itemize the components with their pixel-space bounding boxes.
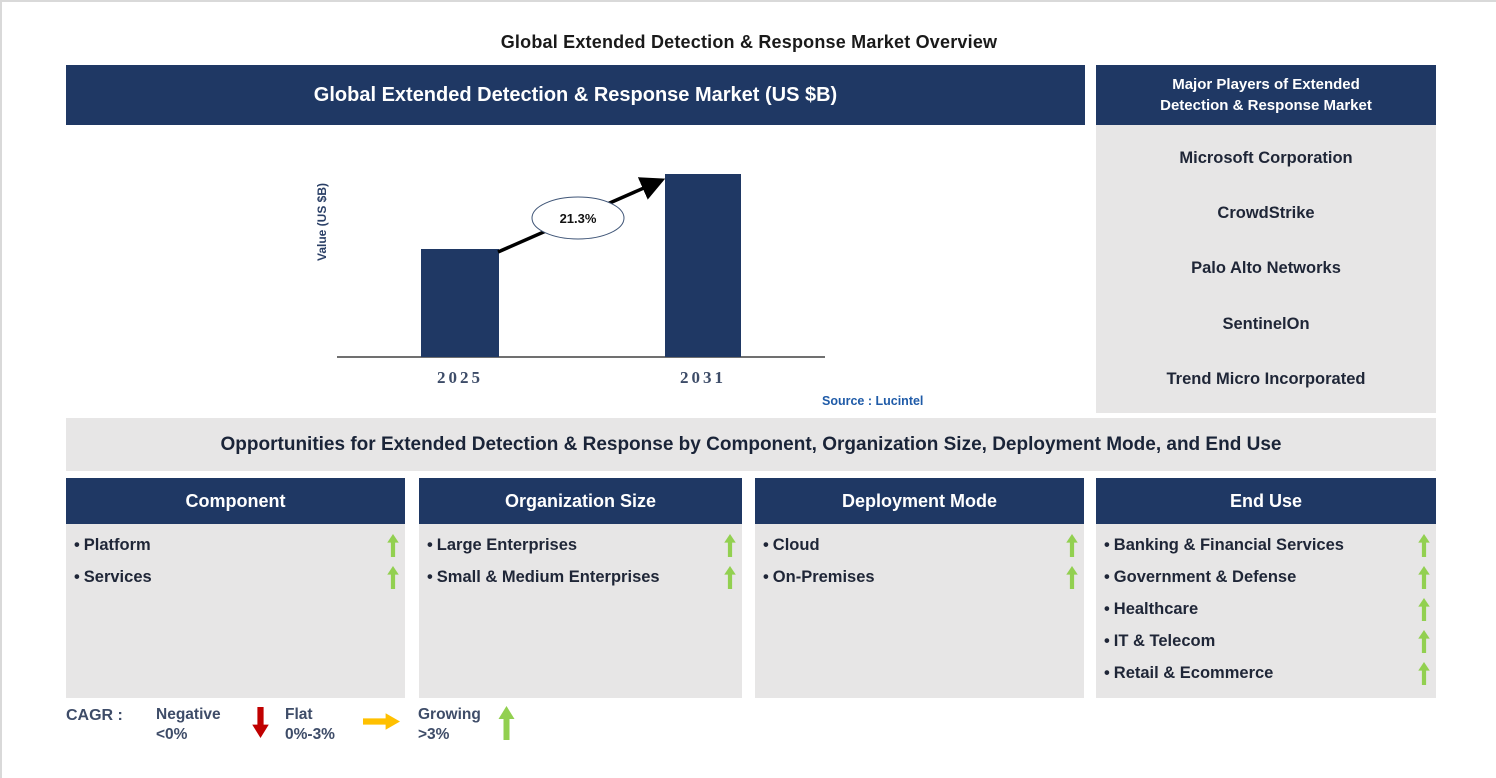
major-players-list [1096, 125, 1436, 413]
bullet-icon: • [74, 567, 80, 586]
column-end-use-body [1096, 524, 1436, 698]
growing-up-arrow-icon [1418, 566, 1430, 589]
column-end-use [1096, 478, 1436, 698]
column-component [66, 478, 405, 698]
cagr-legend [66, 705, 515, 745]
list-item [1104, 529, 1430, 561]
list-item [763, 529, 1078, 561]
column-end-use-header: End Use [1096, 478, 1436, 524]
item-label: IT & Telecom [1113, 631, 1216, 650]
player-item: CrowdStrike [1217, 204, 1315, 223]
growing-up-arrow-icon [1418, 598, 1430, 621]
column-organization-size-header: Organization Size [419, 478, 742, 524]
source-note: Source : Lucintel [822, 394, 924, 408]
list-item [1104, 593, 1430, 625]
item-label: Small & Medium Enterprises [436, 567, 660, 586]
cagr-value-label: 21.3% [559, 211, 597, 226]
growing-up-arrow-icon [387, 566, 399, 589]
list-item [74, 529, 399, 561]
item-label: Retail & Ecommerce [1113, 663, 1274, 682]
player-item: Microsoft Corporation [1179, 149, 1353, 168]
item-label: Services [83, 567, 152, 586]
major-players-header-line2: Detection & Response Market [1160, 97, 1372, 114]
bullet-icon: • [74, 535, 80, 554]
item-label: Healthcare [1113, 599, 1199, 618]
list-item [1104, 625, 1430, 657]
negative-down-arrow-icon [252, 707, 269, 738]
legend-item-flat [285, 705, 363, 745]
major-players-panel [1096, 65, 1436, 413]
column-component-header: Component [66, 478, 405, 524]
list-item [427, 561, 736, 593]
growing-up-arrow-icon [1066, 566, 1078, 589]
column-deployment-mode-body [755, 524, 1084, 698]
x-tick-2031: 2031 [680, 368, 726, 387]
growing-up-arrow-icon [1066, 534, 1078, 557]
cagr-bar-chart [66, 125, 1085, 412]
y-axis-label: Value (US $B) [315, 182, 329, 262]
legend-range: >3% [418, 726, 450, 743]
column-deployment-mode [755, 478, 1084, 698]
bullet-icon: • [1104, 535, 1110, 554]
growing-up-arrow-icon [387, 534, 399, 557]
major-players-header-line1: Major Players of Extended [1172, 76, 1360, 93]
bullet-icon: • [1104, 663, 1110, 682]
opportunities-band [66, 418, 1436, 471]
bar-2025 [421, 249, 499, 357]
item-label: Banking & Financial Services [1113, 535, 1344, 554]
legend-label: Growing [418, 706, 481, 723]
legend-label: Flat [285, 706, 313, 723]
column-organization-size [419, 478, 742, 698]
column-deployment-mode-header: Deployment Mode [755, 478, 1084, 524]
major-players-header [1096, 65, 1436, 125]
growing-up-arrow-icon [1418, 662, 1430, 685]
bullet-icon: • [1104, 599, 1110, 618]
list-item [763, 561, 1078, 593]
bullet-icon: • [427, 535, 433, 554]
growing-up-arrow-icon [1418, 630, 1430, 653]
bullet-icon: • [763, 535, 769, 554]
growing-up-arrow-icon [724, 534, 736, 557]
list-item [1104, 561, 1430, 593]
list-item [427, 529, 736, 561]
growing-up-arrow-icon [724, 566, 736, 589]
item-label: Large Enterprises [436, 535, 578, 554]
x-tick-2025: 2025 [437, 368, 483, 387]
legend-range: <0% [156, 726, 188, 743]
player-item: Palo Alto Networks [1191, 259, 1341, 278]
flat-right-arrow-icon [363, 713, 400, 730]
list-item [1104, 657, 1430, 689]
item-label: Platform [83, 535, 151, 554]
growing-up-arrow-icon [498, 706, 515, 740]
chart-panel-header [66, 65, 1085, 125]
chart-panel-header-label: Global Extended Detection & Response Market (US $B) [313, 83, 838, 106]
bullet-icon: • [427, 567, 433, 586]
opportunities-title: Opportunities for Extended Detection & Response by Component, Organization Size, Deployment Mode, and End Use [220, 433, 1282, 455]
player-item: SentinelOn [1222, 314, 1310, 333]
column-organization-size-body [419, 524, 742, 698]
item-label: Government & Defense [1113, 567, 1297, 586]
bullet-icon: • [763, 567, 769, 586]
cagr-legend-prefix: CAGR : [66, 707, 123, 724]
legend-item-negative [156, 705, 252, 745]
list-item [74, 561, 399, 593]
item-label: Cloud [772, 535, 820, 554]
bar-2031 [665, 174, 741, 357]
player-item: Trend Micro Incorporated [1166, 369, 1366, 388]
bullet-icon: • [1104, 567, 1110, 586]
page-title: Global Extended Detection & Response Market Overview [500, 32, 998, 52]
item-label: On-Premises [772, 567, 875, 586]
growing-up-arrow-icon [1418, 534, 1430, 557]
column-component-body [66, 524, 405, 698]
bullet-icon: • [1104, 631, 1110, 650]
legend-item-growing [418, 705, 498, 745]
legend-range: 0%-3% [285, 726, 335, 743]
legend-label: Negative [156, 706, 221, 723]
